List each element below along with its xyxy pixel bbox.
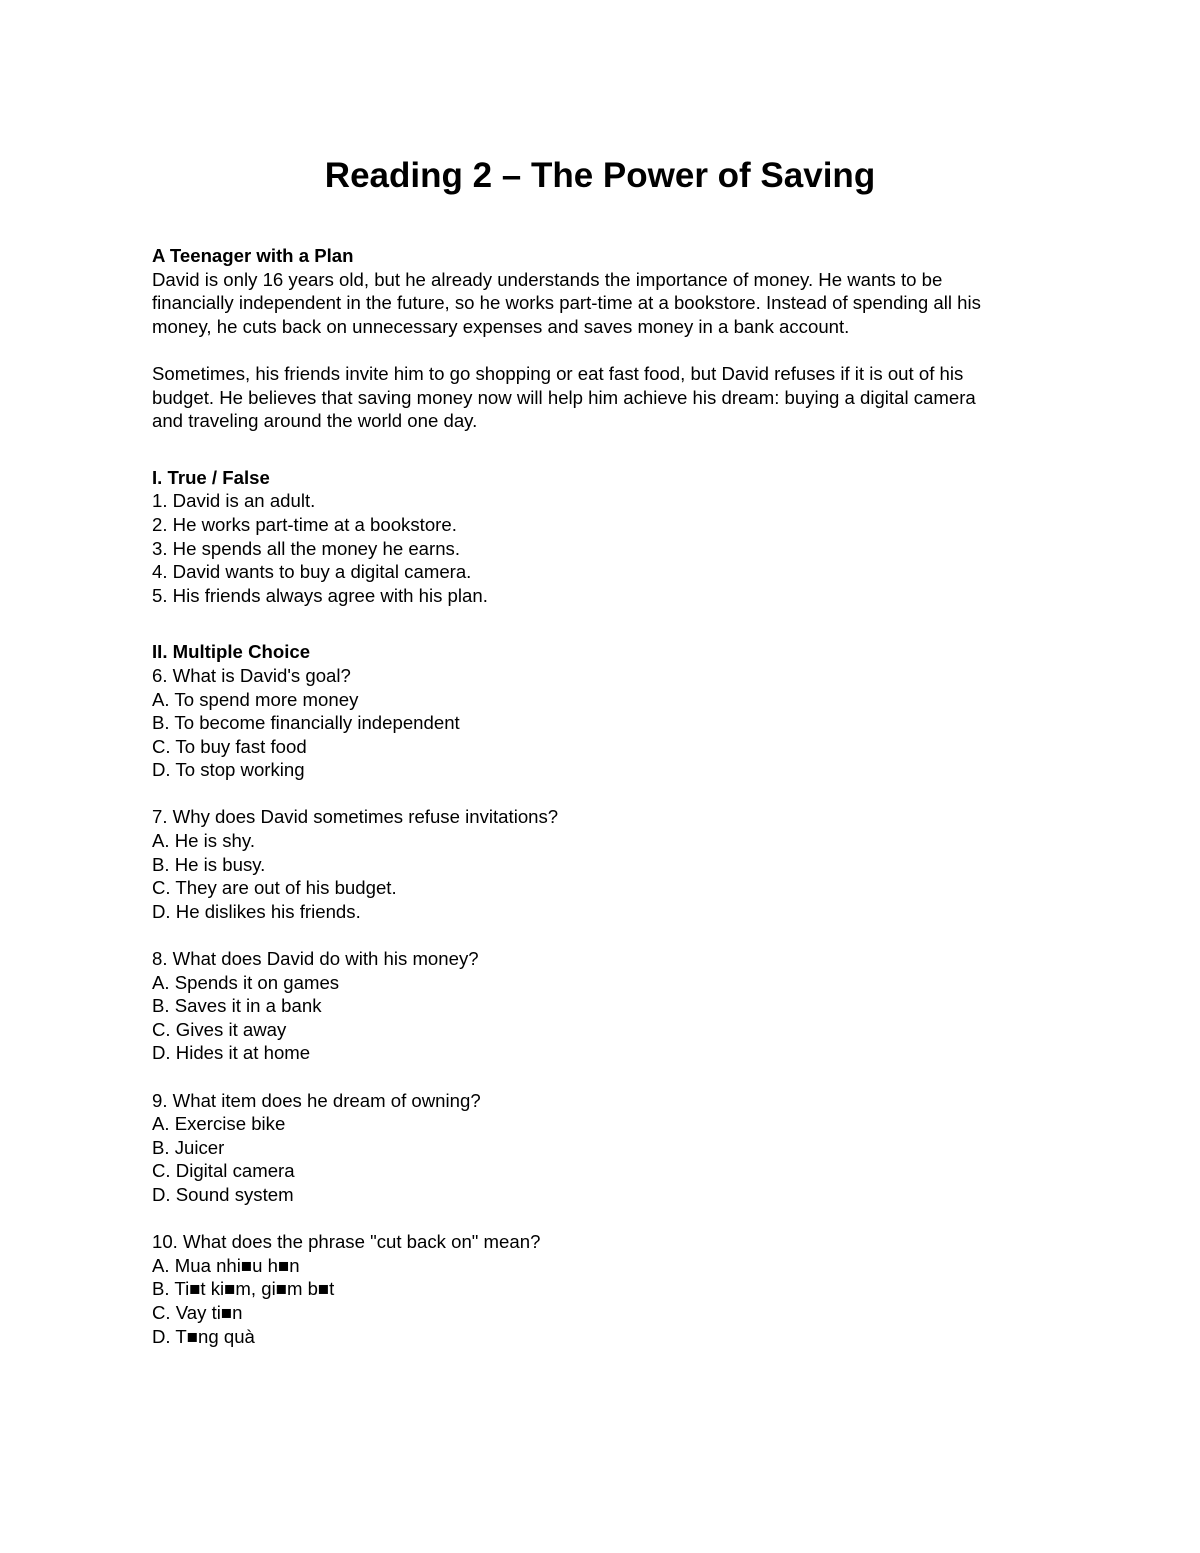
question-7 — [152, 805, 1052, 923]
paragraph-line: Sometimes, his friends invite him to go shopping or eat fast food, but David refuses if it is out of his — [152, 362, 964, 384]
answer-option: D. Sound system — [152, 1183, 294, 1205]
answer-option: D. T■ng quà — [152, 1325, 255, 1347]
answer-option: A. He is shy. — [152, 830, 255, 852]
paragraph-line: and traveling around the world one day. — [152, 410, 478, 432]
paragraph-line: David is only 16 years old, but he already understands the importance of money. He wants to be — [152, 268, 943, 290]
multiple-choice-section — [152, 640, 1052, 1348]
answer-option: C. To buy fast food — [152, 735, 307, 757]
answer-option: A. Mua nhi■u h■n — [152, 1254, 300, 1276]
document-body — [152, 244, 1052, 1348]
passage-paragraph-1 — [152, 268, 1052, 339]
section-heading: I. True / False — [152, 466, 270, 488]
question-10 — [152, 1230, 1052, 1348]
answer-option: D. To stop working — [152, 759, 305, 781]
reading-passage — [152, 244, 1052, 433]
true-false-item: 5. His friends always agree with his plan. — [152, 584, 488, 606]
paragraph-line: money, he cuts back on unnecessary expenses and saves money in a bank account. — [152, 315, 850, 337]
answer-option: A. Spends it on games — [152, 971, 340, 993]
question-text: 10. What does the phrase "cut back on" mean? — [152, 1231, 541, 1253]
answer-option: D. He dislikes his friends. — [152, 900, 361, 922]
question-text: 7. Why does David sometimes refuse invitations? — [152, 806, 559, 828]
passage-paragraph-2 — [152, 362, 1052, 433]
passage-heading: A Teenager with a Plan — [152, 245, 354, 266]
true-false-item: 3. He spends all the money he earns. — [152, 537, 461, 559]
question-8 — [152, 947, 1052, 1065]
page-title: Reading 2 – The Power of Saving — [324, 156, 876, 195]
answer-option: A. Exercise bike — [152, 1113, 286, 1135]
true-false-item: 1. David is an adult. — [152, 490, 316, 512]
answer-option: C. Vay ti■n — [152, 1301, 243, 1323]
answer-option: A. To spend more money — [152, 688, 359, 710]
section-heading: II. Multiple Choice — [152, 641, 311, 663]
answer-option: D. Hides it at home — [152, 1042, 311, 1064]
answer-option: B. Saves it in a bank — [152, 995, 322, 1017]
true-false-item: 4. David wants to buy a digital camera. — [152, 561, 472, 583]
true-false-item: 2. He works part-time at a bookstore. — [152, 513, 457, 535]
question-text: 9. What item does he dream of owning? — [152, 1089, 481, 1111]
answer-option: C. Gives it away — [152, 1018, 287, 1040]
answer-option: C. Digital camera — [152, 1160, 295, 1182]
answer-option: B. To become financially independent — [152, 712, 460, 734]
question-9 — [152, 1089, 1052, 1207]
question-6 — [152, 664, 1052, 782]
true-false-section — [152, 466, 1052, 608]
paragraph-line: budget. He believes that saving money now will help him achieve his dream: buying a digital camera — [152, 386, 976, 408]
question-text: 8. What does David do with his money? — [152, 948, 479, 970]
answer-option: B. Ti■t ki■m, gi■m b■t — [152, 1278, 335, 1300]
answer-option: C. They are out of his budget. — [152, 877, 397, 899]
answer-option: B. Juicer — [152, 1136, 225, 1158]
question-text: 6. What is David's goal? — [152, 664, 351, 686]
paragraph-line: financially independent in the future, so he works part-time at a bookstore. Instead of spending all his — [152, 292, 981, 314]
answer-option: B. He is busy. — [152, 853, 266, 875]
